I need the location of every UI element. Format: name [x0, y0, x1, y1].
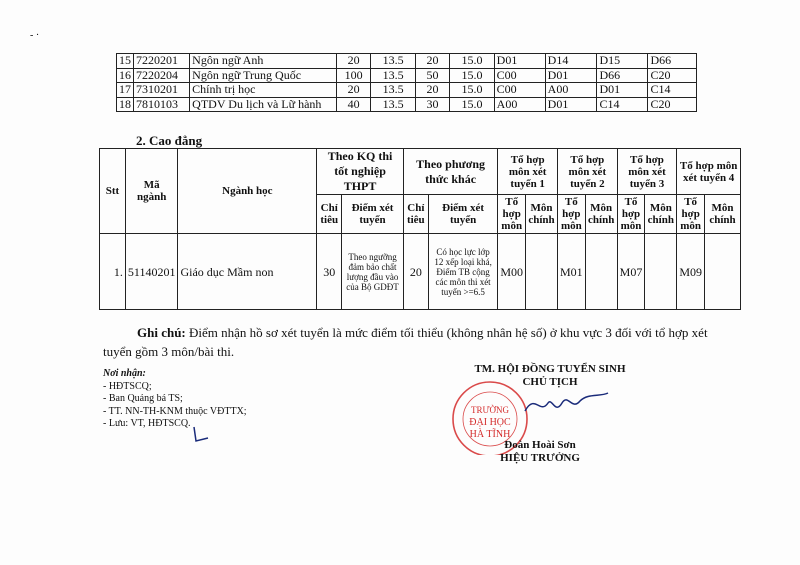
subheader-tohop: Tổ hợp môn	[498, 195, 526, 234]
cell-tohop-1: C00	[494, 68, 545, 83]
cell-tohop-1: D01	[494, 54, 545, 69]
subheader-tohop: Tổ hợp môn	[677, 195, 705, 234]
header-thpt: Theo KQ thi tốt nghiệp THPT	[317, 149, 404, 195]
recipient-item: - Ban Quảng bá TS;	[103, 393, 183, 404]
cell-monchinh-3	[645, 234, 677, 310]
cell-nganh: QTDV Du lịch và Lữ hành	[190, 97, 337, 112]
header-tohop-2: Tổ hợp môn xét tuyển 2	[558, 149, 618, 195]
cell-stt: 17	[117, 83, 134, 98]
cell-chitieu-thpt: 20	[336, 83, 371, 98]
cell-diem-thpt: Theo ngưỡng đảm bảo chất lượng đầu vào của Bộ GDĐT	[342, 234, 404, 310]
subheader-diem: Điểm xét tuyển	[428, 195, 498, 234]
stamp-text-2: ĐẠI HỌC	[469, 417, 511, 428]
cell-diem-thpt: 13.5	[371, 68, 415, 83]
cell-tohop-4: C20	[648, 97, 697, 112]
cell-tohop-3: D01	[597, 83, 648, 98]
cell-nganh: Ngôn ngữ Trung Quốc	[190, 68, 337, 83]
cell-stt: 16	[117, 68, 134, 83]
cell-tohop-3: C14	[597, 97, 648, 112]
cell-chitieu-thpt: 100	[336, 68, 371, 83]
header-nganh-hoc: Ngành học	[178, 149, 317, 234]
cell-chitieu: 20	[403, 234, 428, 310]
handwritten-signature	[525, 393, 608, 411]
cell-diem-thpt: 13.5	[371, 97, 415, 112]
cell-ma-nganh: 7310201	[134, 83, 190, 98]
cell-tohop-4: C20	[648, 68, 697, 83]
cell-chitieu-thpt: 20	[336, 54, 371, 69]
cell-chitieu-khac: 50	[415, 68, 450, 83]
cell-monchinh-4	[704, 234, 740, 310]
corner-mark: - ·	[30, 30, 40, 41]
header-khac: Theo phương thức khác	[403, 149, 498, 195]
cell-stt: 18	[117, 97, 134, 112]
subheader-diem: Điểm xét tuyển	[342, 195, 404, 234]
cell-stt: 15	[117, 54, 134, 69]
signer-name: Đoàn Hoài Sơn	[504, 439, 576, 451]
cell-tohop-3: M07	[617, 234, 645, 310]
cell-tohop-2: M01	[558, 234, 586, 310]
subheader-tohop: Tổ hợp môn	[558, 195, 586, 234]
cell-tohop-2: A00	[545, 83, 597, 98]
table-row	[117, 68, 697, 83]
subheader-monchinh: Môn chính	[704, 195, 740, 234]
cell-tohop-1: M00	[498, 234, 526, 310]
cell-chitieu-khac: 20	[415, 83, 450, 98]
subheader-monchinh: Môn chính	[585, 195, 617, 234]
handwritten-initial	[188, 425, 218, 445]
cell-tohop-1: C00	[494, 83, 545, 98]
signature-line1: TM. HỘI ĐỒNG TUYỂN SINH	[474, 363, 626, 375]
admissions-table-top	[116, 53, 697, 112]
subheader-chitieu: Chỉ tiêu	[317, 195, 342, 234]
table-row	[117, 54, 697, 69]
cell-chitieu: 30	[317, 234, 342, 310]
note-text: Điểm nhận hồ sơ xét tuyển là mức điểm tối thiểu (không nhân hệ số) ở khu vực 3 đối với tổ hợp xét tuyển gồm 3 môn/bài thi.	[103, 325, 708, 359]
college-table	[99, 148, 741, 310]
subheader-monchinh: Môn chính	[645, 195, 677, 234]
cell-diem-khac: 15.0	[450, 83, 494, 98]
cell-tohop-2: D14	[545, 54, 597, 69]
section-title: 2. Cao đẳng	[136, 133, 203, 148]
cell-ma-nganh: 7220204	[134, 68, 190, 83]
signature-line2: CHỦ TỊCH	[522, 376, 578, 388]
header-tohop-4: Tổ hợp môn xét tuyển 4	[677, 149, 741, 195]
cell-tohop-3: D66	[597, 68, 648, 83]
cell-diem-khac: 15.0	[450, 54, 494, 69]
recipients-title: Nơi nhận:	[103, 368, 146, 379]
subheader-chitieu: Chỉ tiêu	[403, 195, 428, 234]
cell-diem-khac: 15.0	[450, 68, 494, 83]
cell-ma-nganh: 7220201	[134, 54, 190, 69]
cell-tohop-4: D66	[648, 54, 697, 69]
cell-chitieu-thpt: 40	[336, 97, 371, 112]
cell-tohop-2: D01	[545, 68, 597, 83]
recipient-item: - TT. NN-TH-KNM thuộc VĐTTX;	[103, 405, 247, 417]
signer-role: HIỆU TRƯỞNG	[500, 452, 580, 464]
note-label: Ghi chú:	[137, 325, 186, 340]
cell-diem-khac: 15.0	[450, 97, 494, 112]
note	[103, 323, 723, 361]
stamp-text-3: HÀ TĨNH	[469, 429, 511, 440]
cell-tohop-2: D01	[545, 97, 597, 112]
signer	[490, 439, 590, 465]
stamp-text-1: TRƯỜNG	[471, 405, 509, 415]
cell-nganh: Giáo dục Mầm non	[178, 234, 317, 310]
cell-nganh: Ngôn ngữ Anh	[190, 54, 337, 69]
cell-monchinh-2	[585, 234, 617, 310]
subheader-tohop: Tổ hợp môn	[617, 195, 645, 234]
cell-ma-nganh: 51140201	[125, 234, 178, 310]
cell-nganh: Chính trị học	[190, 83, 337, 98]
recipient-item: - HĐTSCQ;	[103, 380, 152, 392]
header-ma-nganh: Mã ngành	[125, 149, 178, 234]
recipients	[103, 368, 247, 431]
cell-monchinh-1	[526, 234, 558, 310]
header-tohop-3: Tổ hợp môn xét tuyển 3	[617, 149, 677, 195]
cell-diem-thpt: 13.5	[371, 54, 415, 69]
cell-tohop-4: M09	[677, 234, 705, 310]
cell-tohop-3: D15	[597, 54, 648, 69]
cell-diem-khac: Có học lực lớp 12 xếp loại khá, Điểm TB cộng các môn thi xét tuyển >=6.5	[428, 234, 498, 310]
cell-ma-nganh: 7810103	[134, 97, 190, 112]
cell-chitieu-khac: 20	[415, 54, 450, 69]
cell-tohop-1: A00	[494, 97, 545, 112]
cell-diem-thpt: 13.5	[371, 83, 415, 98]
subheader-monchinh: Môn chính	[526, 195, 558, 234]
header-tohop-1: Tổ hợp môn xét tuyển 1	[498, 149, 558, 195]
cell-tohop-4: C14	[648, 83, 697, 98]
table-row	[117, 83, 697, 98]
table-row	[117, 97, 697, 112]
cell-chitieu-khac: 30	[415, 97, 450, 112]
header-stt: Stt	[100, 149, 126, 234]
recipient-item: - Lưu: VT, HĐTSCQ.	[103, 418, 191, 429]
cell-stt: 1.	[100, 234, 126, 310]
